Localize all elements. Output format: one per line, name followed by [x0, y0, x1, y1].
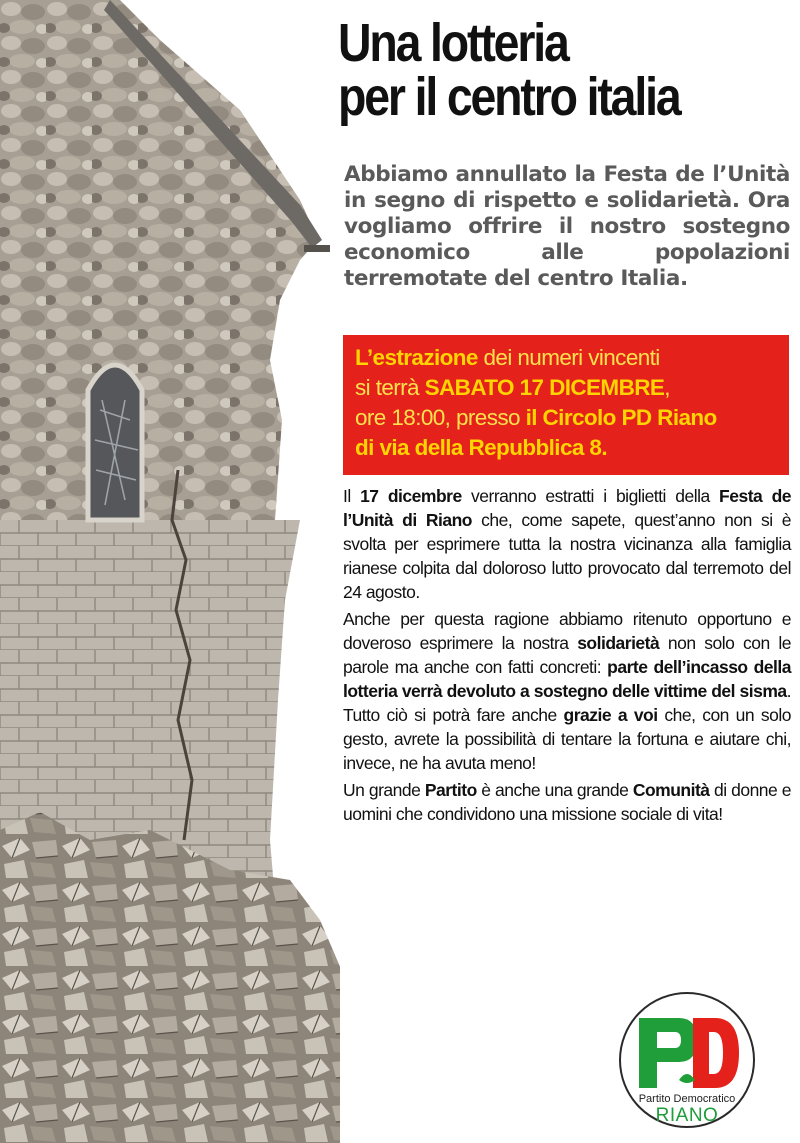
- logo-subtitle: Partito Democratico: [638, 1093, 736, 1105]
- pd-riano-logo: [617, 990, 757, 1130]
- announcement-date: SABATO 17 DICEMBRE: [424, 375, 665, 400]
- logo-place: RIANO: [655, 1105, 719, 1126]
- announcement-address: di via della Repubblica 8.: [355, 435, 607, 460]
- announcement-line-1: L’estrazione dei numeri vincenti: [355, 345, 660, 370]
- announcement-line-2: si terrà SABATO 17 DICEMBRE,: [355, 375, 670, 400]
- announcement-line-3: ore 18:00, presso il Circolo PD Riano: [355, 405, 717, 430]
- body-paragraph-3: Un grande Partito è anche una grande Comunità di donne e uomini che condividono una missione sociale di vita!: [343, 780, 791, 824]
- collapsed-church-image: [0, 0, 340, 1143]
- announcement-estrazione: L’estrazione: [355, 345, 478, 370]
- intro-paragraph: Abbiamo annullato la Festa de l’Unità in segno di rispetto e solidarietà. Ora vogliamo offrire il nostro sostegno economico alle popolazioni terremotate del centro Italia.: [344, 162, 790, 291]
- draw-announcement-box: [343, 335, 789, 475]
- announcement-line-4: [355, 433, 777, 463]
- body-text: [343, 484, 791, 829]
- body-paragraph-2: Anche per questa ragione abbiamo ritenuto opportuno e doveroso esprimere la nostra solidarietà non solo con le parole ma anche con fatti concreti: parte dell’incasso della lotteria verrà devoluto a sostegno delle vittime del sisma. Tutto ciò si potrà fare anche grazie a voi che, con un solo gesto, avrete la possibilità di tentare la fortuna e aiutare chi, invece, ne ha avuta meno!: [343, 609, 791, 773]
- headline-line-2: per il centro italia: [338, 67, 680, 127]
- headline-line-1: Una lotteria: [338, 13, 568, 73]
- body-paragraph-1: Il 17 dicembre verranno estratti i biglietti della Festa de l’Unità di Riano che, come sapete, quest’anno non si è svolta per esprimere tutta la nostra vicinanza alla famiglia rianese colpita dal doloroso lutto provocato dal terremoto del 24 agosto.: [343, 486, 792, 602]
- headline: [338, 13, 727, 127]
- announcement-venue: il Circolo PD Riano: [525, 405, 717, 430]
